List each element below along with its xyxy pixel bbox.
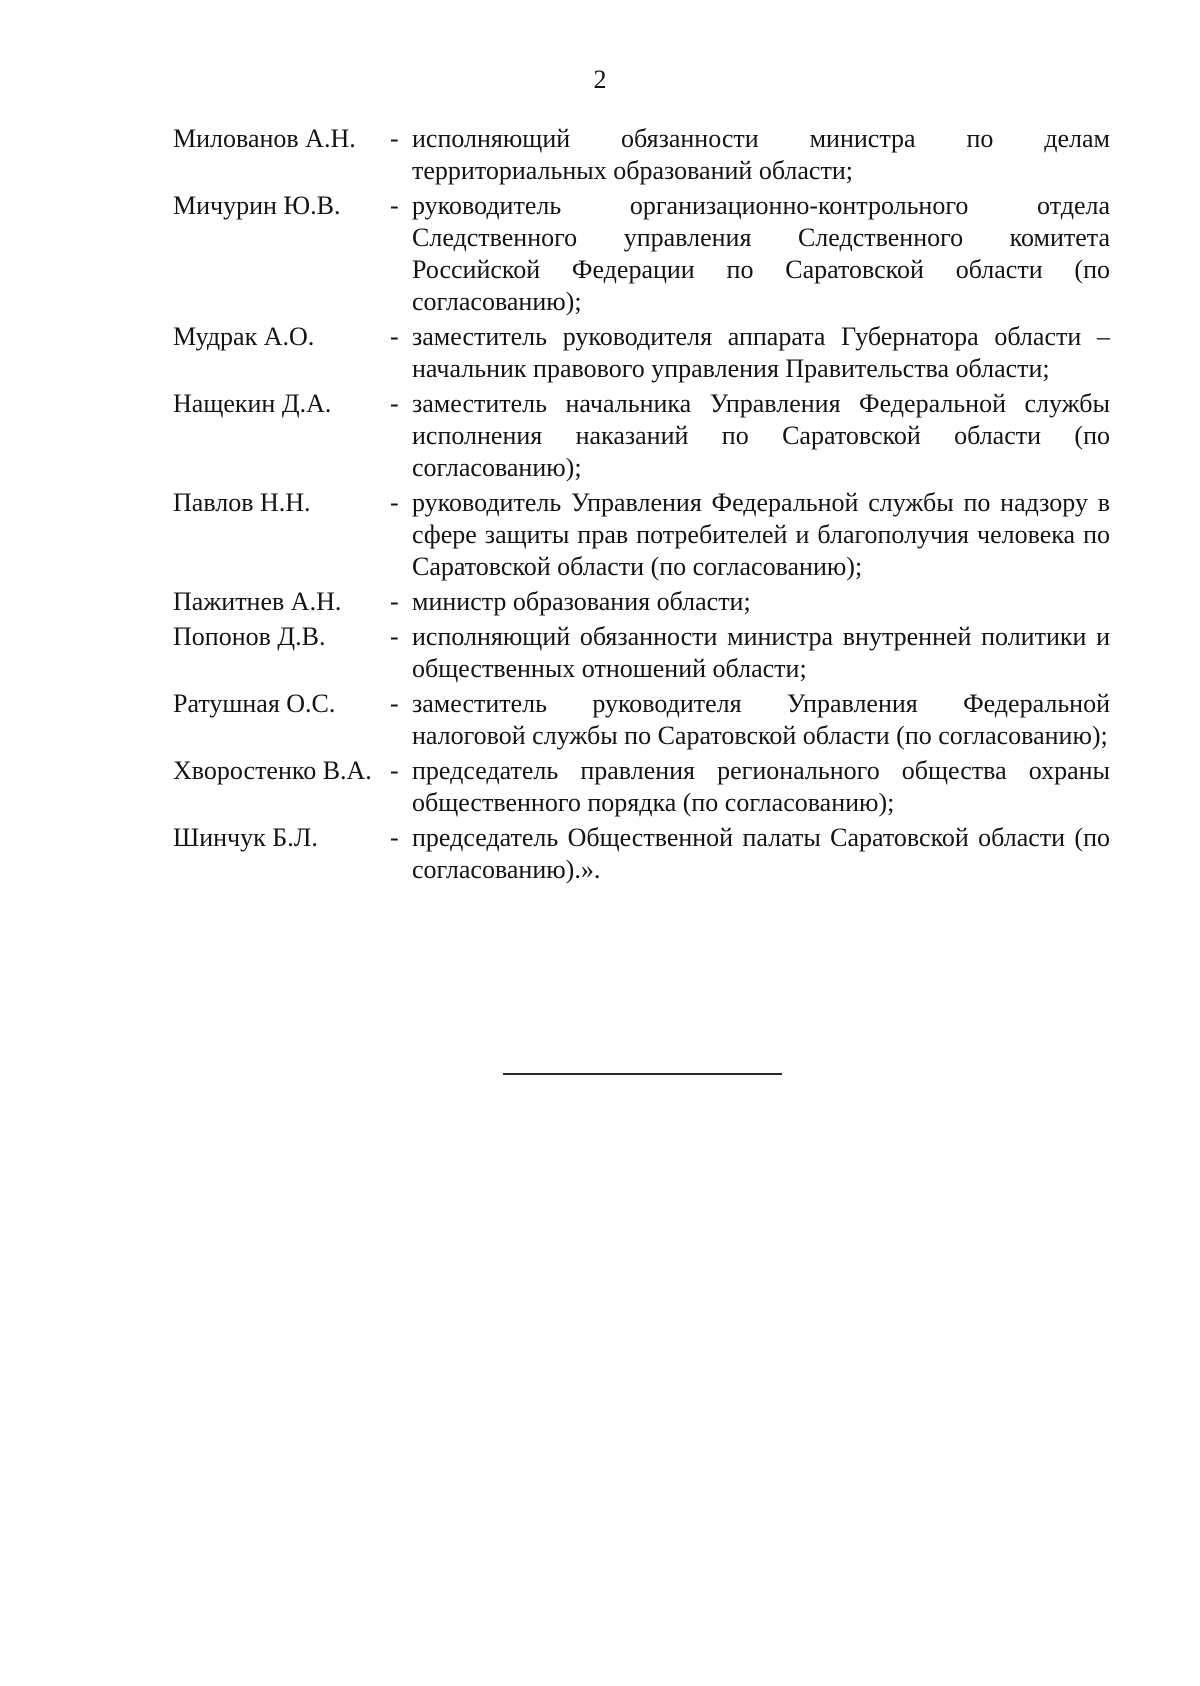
member-dash: - [390,191,399,220]
member-dash: - [390,587,399,616]
member-row [173,688,1110,752]
member-dash: - [390,756,399,785]
member-dash: - [390,124,399,153]
member-row [173,388,1110,484]
member-name: Пажитнев А.Н. [173,587,342,616]
member-dash: - [390,689,399,718]
member-position: председатель Общественной палаты Саратовской области (по согласованию).». [412,823,1110,884]
member-position: министр образования области; [412,587,751,616]
member-name: Попонов Д.В. [173,622,326,651]
member-dash: - [390,389,399,418]
member-name: Шинчук Б.Л. [173,823,318,852]
member-position: руководитель Управления Федеральной службы по надзору в сфере защиты прав потребителей и благополучия человека по Саратовской области (по согласованию); [412,488,1110,581]
member-name: Мудрак А.О. [173,322,315,351]
member-row [173,190,1110,318]
member-row [173,586,1110,618]
member-row [173,621,1110,685]
member-position: заместитель руководителя аппарата Губернатора области – начальник правового управления Правительства области; [412,322,1110,383]
member-name: Милованов А.Н. [173,124,356,153]
member-row [173,487,1110,583]
member-name: Хворостенко В.А. [173,756,372,785]
member-row [173,755,1110,819]
page-number: 2 [593,65,607,94]
member-row [173,321,1110,385]
member-dash: - [390,488,399,517]
end-divider-line [503,1073,782,1075]
member-dash: - [390,322,399,351]
member-position: исполняющий обязанности министра внутренней политики и общественных отношений области; [412,622,1110,683]
member-name: Мичурин Ю.В. [173,191,341,220]
member-position: заместитель руководителя Управления Федеральной налоговой службы по Саратовской области (по согласованию); [412,689,1110,750]
member-position: исполняющий обязанности министра по делам территориальных образований области; [412,124,1110,185]
member-name: Павлов Н.Н. [173,488,311,517]
member-name: Ратушная О.С. [173,689,336,718]
member-dash: - [390,823,399,852]
member-dash: - [390,622,399,651]
member-position: заместитель начальника Управления Федеральной службы исполнения наказаний по Саратовской области (по согласованию); [412,389,1110,482]
member-name: Нащекин Д.А. [173,389,332,418]
members-list [173,123,1110,889]
member-position: председатель правления регионального общества охраны общественного порядка (по согласованию); [412,756,1110,817]
member-row [173,822,1110,886]
member-row [173,123,1110,187]
member-position: руководитель организационно-контрольного отдела Следственного управления Следственного комитета Российской Федерации по Саратовской области (по согласованию); [412,191,1110,316]
